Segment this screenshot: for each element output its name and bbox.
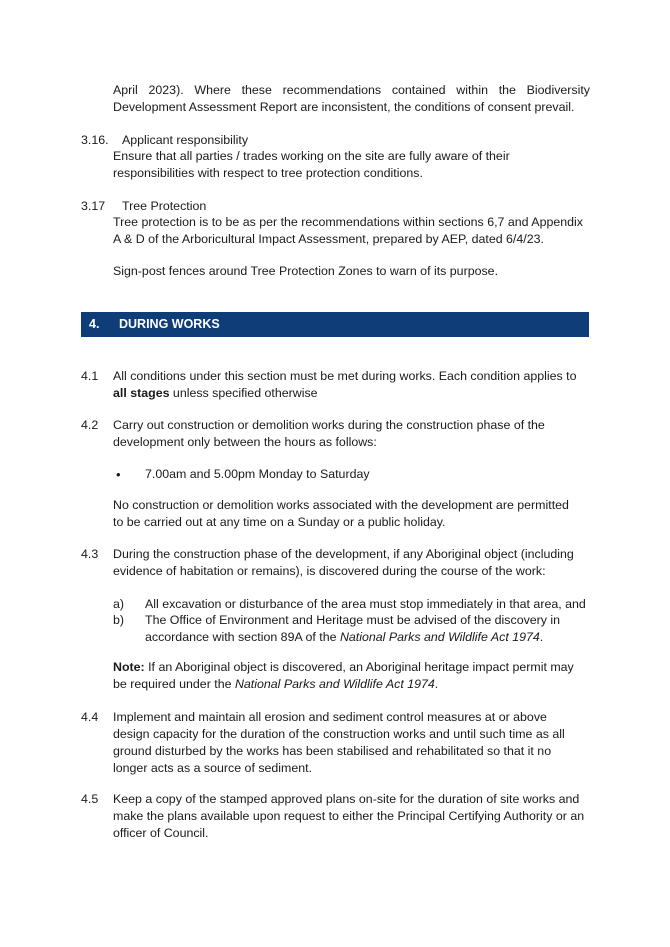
section-4-number: 4. bbox=[89, 317, 100, 331]
intro-line-2: Development Assessment Report are inconsistent, the conditions of consent prevail. bbox=[113, 100, 575, 114]
clause-4-4-number: 4.4 bbox=[81, 710, 99, 724]
clause-4-3-item-b-pre: accordance with section 89A of the bbox=[145, 630, 340, 644]
clause-3-17-title: Tree Protection bbox=[122, 199, 207, 213]
clause-4-4-line-1: Implement and maintain all erosion and sediment control measures at or above bbox=[113, 710, 547, 724]
clause-4-4-body bbox=[113, 709, 593, 777]
clause-4-1-number: 4.1 bbox=[81, 369, 99, 383]
clause-4-3-number: 4.3 bbox=[81, 547, 99, 561]
clause-4-2-paragraph-2 bbox=[113, 497, 593, 531]
clause-4-3-item-b-text bbox=[145, 612, 585, 646]
clause-4-3-note-post: . bbox=[434, 677, 439, 691]
clause-3-16-title: Applicant responsibility bbox=[122, 133, 249, 147]
clause-4-3-note-label: Note: bbox=[113, 660, 145, 674]
clause-4-3-item-b-line-2 bbox=[145, 629, 585, 646]
clause-4-2-line-2: development only between the hours as follows: bbox=[113, 435, 377, 449]
clause-4-5-body bbox=[113, 791, 598, 842]
clause-4-3-note bbox=[113, 659, 593, 693]
section-4-title: DURING WORKS bbox=[119, 317, 220, 331]
clause-3-17-body bbox=[113, 214, 593, 248]
clause-3-16-line-2: responsibilities with respect to tree protection conditions. bbox=[113, 166, 423, 180]
clause-3-16-line-1: Ensure that all parties / trades working on the site are fully aware of their bbox=[113, 149, 510, 163]
clause-3-17-signpost-note: Sign-post fences around Tree Protection Zones to warn of its purpose. bbox=[113, 264, 499, 278]
hours-bullet: • bbox=[116, 467, 121, 482]
clause-4-3-item-b-label: b) bbox=[113, 613, 125, 627]
clause-4-1-line-1: All conditions under this section must be met during works. Each condition applies to bbox=[113, 369, 577, 383]
section-4-heading-banner bbox=[81, 312, 589, 337]
clause-4-1-bold-text: all stages bbox=[113, 386, 170, 400]
clause-3-17-number: 3.17 bbox=[81, 199, 106, 213]
clause-4-4-line-4: longer acts as a source of sediment. bbox=[113, 761, 313, 775]
clause-4-2-hours: 7.00am and 5.00pm Monday to Saturday bbox=[145, 467, 370, 481]
clause-3-17-line-1: Tree protection is to be as per the recommendations within sections 6,7 and Appendix bbox=[113, 215, 583, 229]
clause-4-1-line-2 bbox=[113, 385, 593, 402]
clause-4-3-note-text-1: If an Aboriginal object is discovered, an Aboriginal heritage impact permit may bbox=[144, 660, 574, 674]
clause-3-16-number: 3.16. bbox=[81, 133, 109, 147]
clause-4-2-body bbox=[113, 417, 593, 451]
clause-4-3-note-pre: be required under the bbox=[113, 677, 235, 691]
clause-4-5-line-3: officer of Council. bbox=[113, 826, 209, 840]
clause-4-3-item-b-line-1: The Office of Environment and Heritage must be advised of the discovery in bbox=[145, 613, 561, 627]
clause-4-5-number: 4.5 bbox=[81, 792, 99, 806]
clause-4-2-p2-line-1: No construction or demolition works associated with the development are permitted bbox=[113, 498, 569, 512]
clause-4-3-item-b-post: . bbox=[539, 630, 544, 644]
clause-3-16-body bbox=[113, 148, 583, 182]
clause-4-3-line-1: During the construction phase of the development, if any Aboriginal object (including bbox=[113, 547, 574, 561]
clause-4-3-body bbox=[113, 546, 593, 580]
clause-4-3-note-line-2 bbox=[113, 676, 593, 693]
clause-4-1-body bbox=[113, 368, 593, 402]
clause-4-3-item-a-text: All excavation or disturbance of the area must stop immediately in that area, and bbox=[145, 597, 586, 611]
clause-4-2-p2-line-2: to be carried out at any time on a Sunday or a public holiday. bbox=[113, 515, 446, 529]
clause-4-3-line-2: evidence of habitation or remains), is discovered during the course of the work: bbox=[113, 564, 546, 578]
clause-4-5-line-2: make the plans available upon request to either the Principal Certifying Authority or an bbox=[113, 809, 585, 823]
clause-4-2-number: 4.2 bbox=[81, 418, 99, 432]
clause-4-5-line-1: Keep a copy of the stamped approved plans on-site for the duration of site works and bbox=[113, 792, 580, 806]
clause-4-4-line-2: design capacity for the duration of the construction works and until such time as all bbox=[113, 727, 565, 741]
clause-3-17-line-2: A & D of the Arboricultural Impact Assessment, prepared by AEP, dated 6/4/23. bbox=[113, 232, 544, 246]
clause-4-3-item-a-label: a) bbox=[113, 597, 125, 611]
clause-4-4-line-3: ground disturbed by the works has been stabilised and rehabilitated so that it no bbox=[113, 744, 552, 758]
clause-4-3-note-line-1 bbox=[113, 659, 593, 676]
clause-4-3-item-b-act-title: National Parks and Wildlife Act 1974 bbox=[339, 630, 540, 644]
clause-4-3-note-act-title: National Parks and Wildlife Act 1974 bbox=[234, 677, 435, 691]
intro-line-1: April 2023). Where these recommendations contained within the Biodiversity bbox=[113, 83, 590, 97]
clause-4-1-rest-text: unless specified otherwise bbox=[169, 386, 318, 400]
clause-4-2-line-1: Carry out construction or demolition works during the construction phase of the bbox=[113, 418, 545, 432]
intro-paragraph bbox=[113, 82, 590, 116]
